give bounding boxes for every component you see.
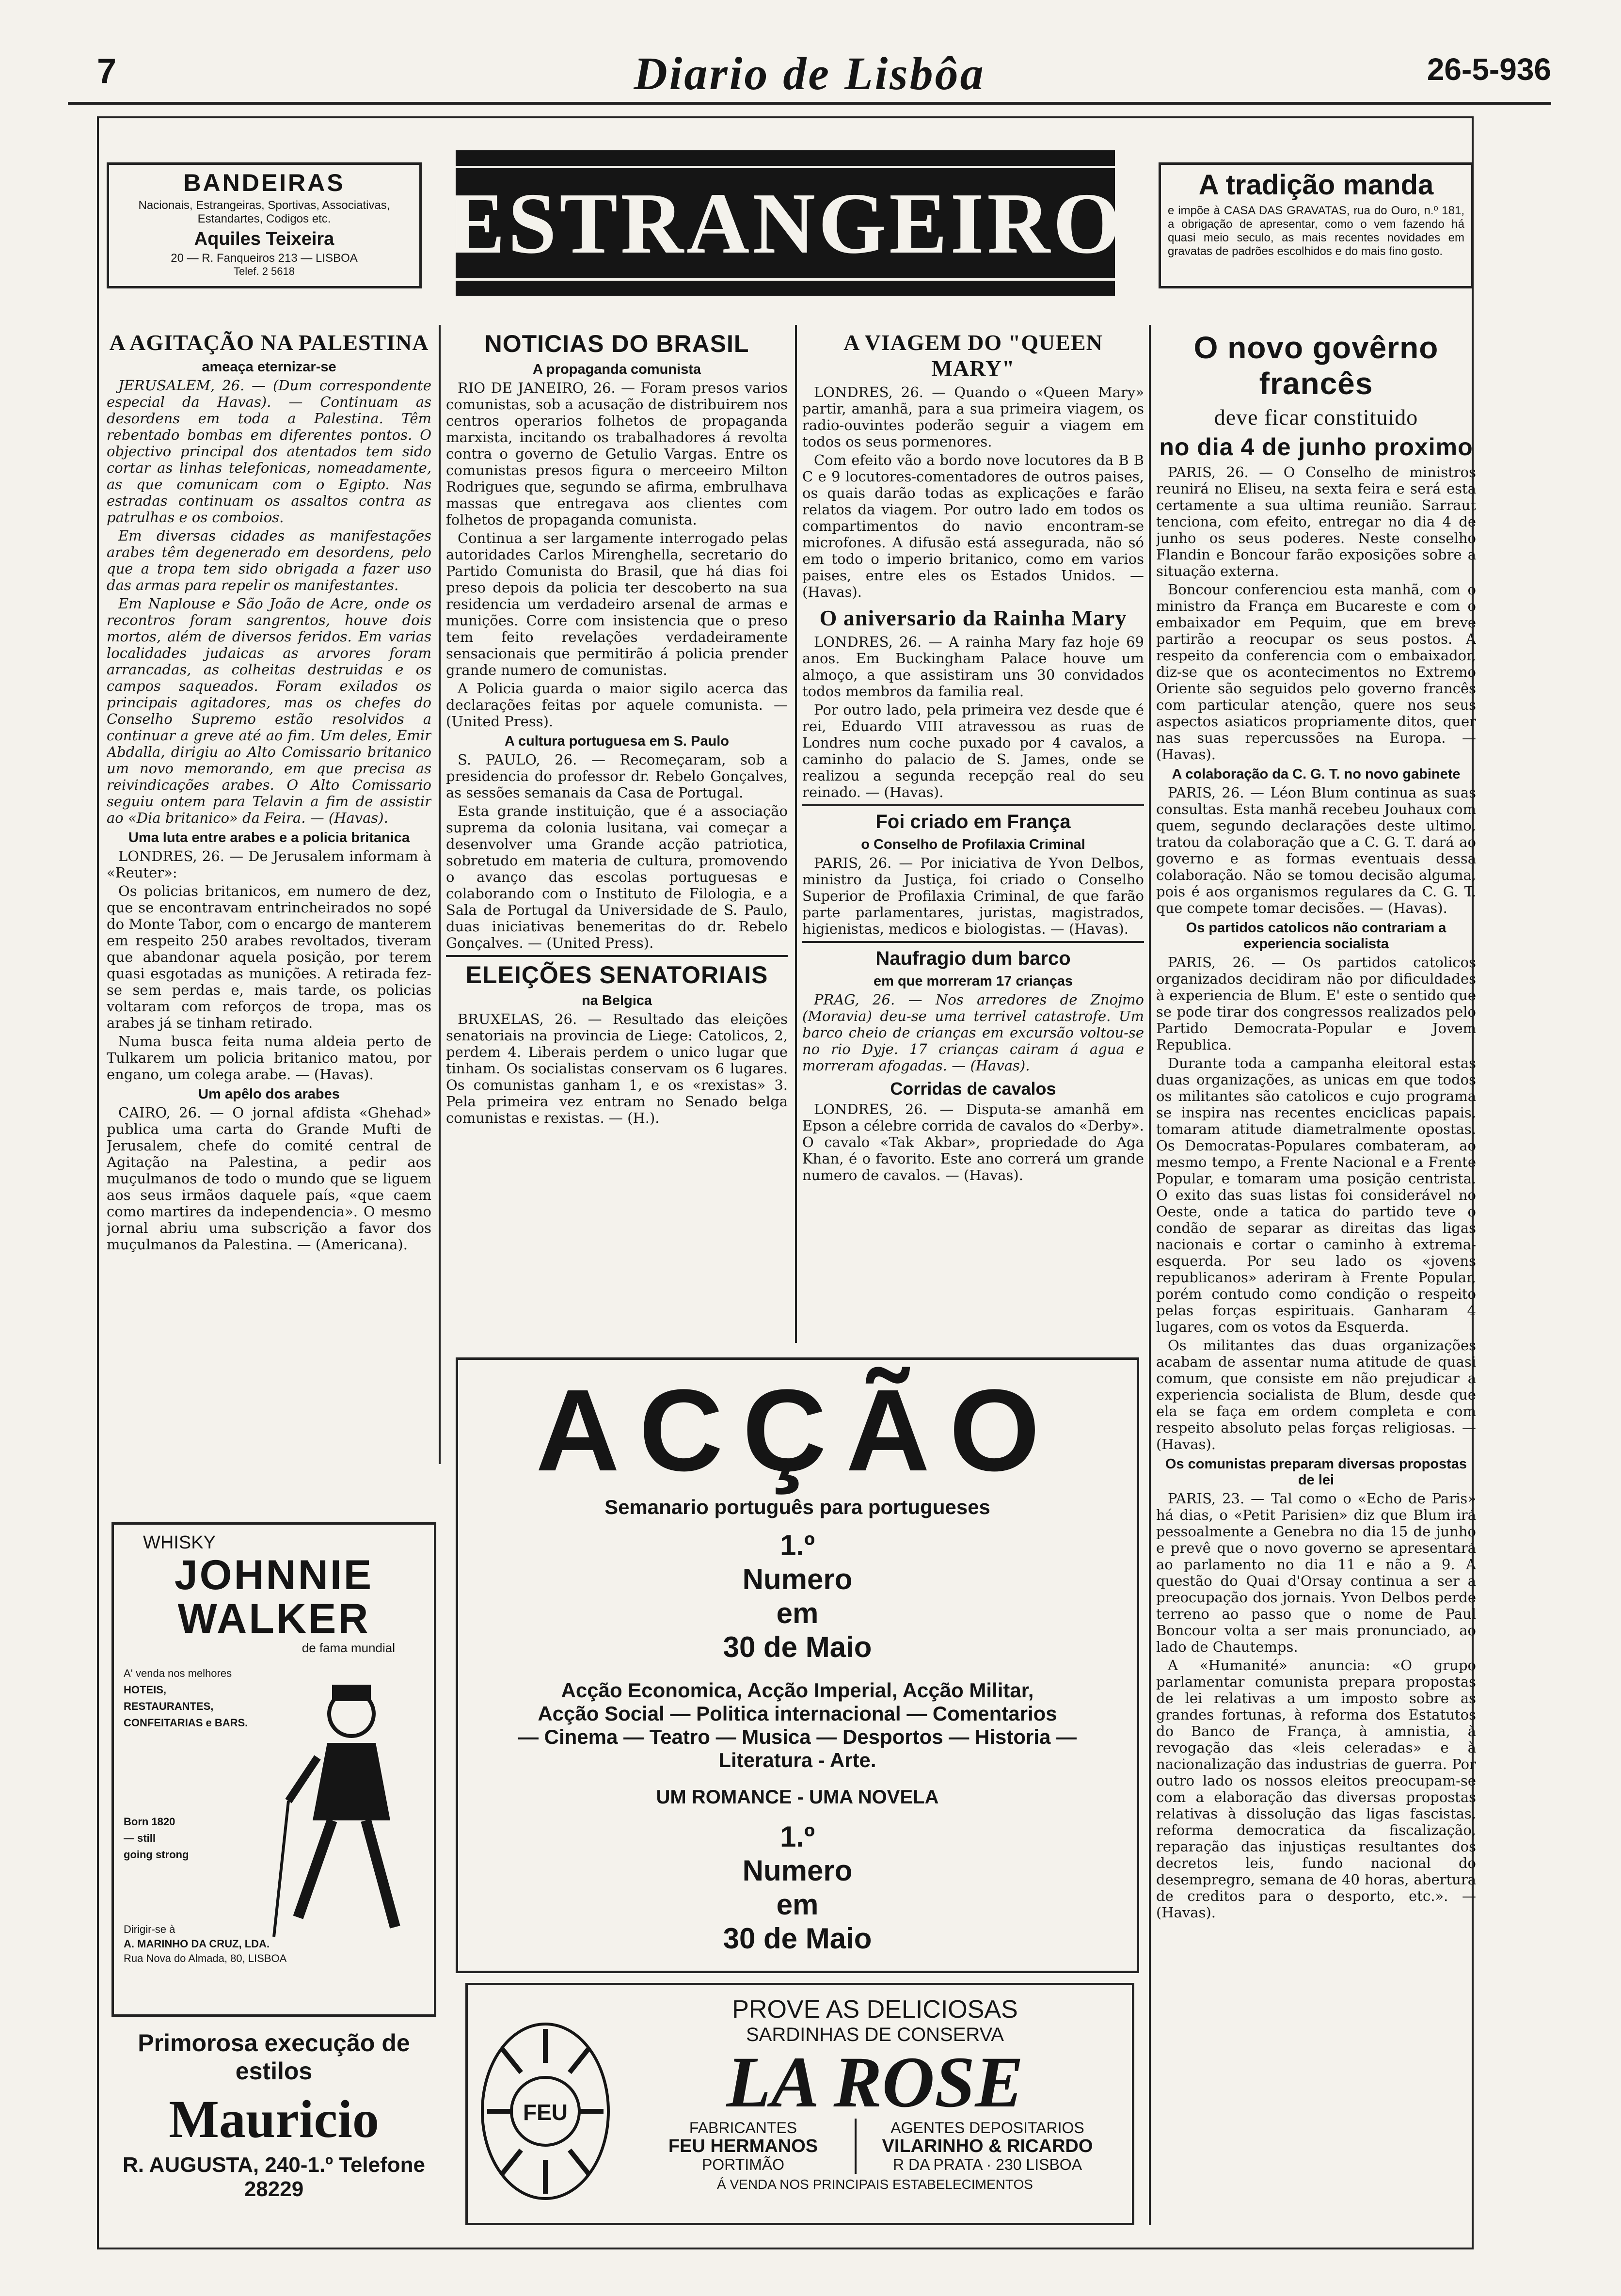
article-paragraph: PARIS, 23. — Tal como o «Echo de Paris» há dias, o «Petit Parisien» diz que Blum irá pessoalmente a Genebra no dia 15 de junho e prevê que o novo governo se apresentará ao parlamento no dia 11 e não a 9. A questão do Quai d'Orsay continua a ser a preocupação dos jornais. Yvon Delbos perde terreno ao passo que o nome de Paul Boncour volta a ser mais pronunciado, ao lado de Chautemps. [1156,1490,1476,1655]
ad-mauricio [107,2024,441,2232]
ad-accao-line1: Acção Economica, Acção Imperial, Acção Militar, [561,1679,1034,1702]
ad-bandeiras-title: BANDEIRAS [183,169,345,196]
ad-whisky-agent3: Rua Nova do Almada, 80, LISBOA [124,1952,287,1964]
subhead-fight: Uma luta entre arabes e a policia britanica [128,830,410,845]
article-paragraph: JERUSALEM, 26. — (Dum correspondente especial da Havas). — Continuam as desordens em toda a Palestina. Têm rebentado bombas em diferentes pontos. O objectivo principal dos atentados tem sido cortar as linhas telefonicas, nomeadamente, as que comunicam com o Egipto. Nas estradas continuam os assaltos contra as patrulhas e os comboios. [107,377,431,526]
article-paragraph: LONDRES, 26. — Quando o «Queen Mary» partir, amanhã, para a sua primeira viagem, os radio-ouvintes poderão seguir a viagem em todos os seus pormenores. [802,384,1144,450]
article-paragraph: Esta grande instituição, que é a associação suprema da colonia lusitana, vai começar a desenvolver uma Grande acção patriotica, sobretudo em materia de cultura, promovendo o avanço das escolas portuguesas e colaborando com o Instituto de Filologia, e a Sala de Portugal da Universidade de S. Paulo, duas iniciativas benemeritas do dr. Rebelo Gonçalves. — (United Press). [446,803,788,951]
ad-la-rose-fab-city: PORTIMÃO [701,2156,785,2173]
ad-bandeiras-phone: Telef. 2 5618 [234,265,295,277]
ad-la-rose-line2: SARDINHAS DE CONSERVA [746,2024,1004,2045]
article-paragraph: CAIRO, 26. — O jornal afdista «Ghehad» publica uma carta do Grande Mufti de Jerusalem, chefe do comité central de Agitação na Palestina, a pedir aos muçulmanos de todo o mundo que se liguem aos seus irmãos daquele país, «que caem como martires da independencia». O mesmo jornal abriu uma subscrição a favor dos muçulmanos da Palestina. — (Americana). [107,1104,431,1253]
ad-whisky-tag: de fama mundial [302,1641,395,1655]
headline-governo: O novo govêrno francês [1193,330,1439,401]
section-banner [446,150,1124,296]
ad-accao-romance: UM ROMANCE - UMA NOVELA [656,1786,939,1808]
ad-la-rose-footer: Á VENDA NOS PRINCIPAIS ESTABELECIMENTOS [717,2177,1033,2192]
article-paragraph: Por outro lado, pela primeira vez desde que é rei, Eduardo VIII atravessou as ruas de Londres num coche puxado por 4 cavalos, a caminho do palacio de S. James, onde se realizou a segunda recepção real do seu reinado. — (Havas). [802,702,1144,800]
article-paragraph: PARIS, 26. — Por iniciativa de Yvon Delbos, ministro da Justiça, foi criado o Conselho Superior de Profilaxia Criminal, de que farão parte parlamentares, juristas, magistrados, higienistas, medicos e biologistas. — (Havas). [802,855,1144,937]
ad-la-rose-line1: PROVE AS DELICIOSAS [732,1995,1018,2024]
masthead-rule [68,102,1551,105]
ad-accao [456,1357,1139,1973]
ad-whisky-born1: Born 1820 [124,1816,175,1828]
article-paragraph: Com efeito vão a bordo nove locutores da B B C e 9 locutores-comentadores de outros paises, os quais darão todas as explicações e farão relatos da viagem. Por outro lado em todos os compartimentos do navio encontram-se microfones. A difusão está assegurada, não só em todo o imperio britanico, como em varios paises, entre eles os Estados Unidos. — (Havas). [802,452,1144,600]
article-paragraph: Continua a ser largamente interrogado pelas autoridades Carlos Mirenghella, secretario do Partido Comunista do Brasil, que há dias foi preso depois da policia ter descoberto na sua residencia um verdadeiro arsenal de armas e munições. Corre com insistencia que o preso tem feito revelações verdadeiramente sensacionais que permitirão á policia prender grande numero de comunistas. [446,530,788,678]
article-paragraph: Os policias britanicos, em numero de dez, que se encontravam entrincheirados no sopé do Monte Tabor, com o encargo de manterem em respeito 250 arabes revoltados, tiveram que abandonar aquela posição, por terem quasi esgotadas as munições. A retirada fez-se sem perdas e, mais tarde, os policias voltaram com reforços de tropa, mas os arabes já se tinham retirado. [107,883,431,1031]
ad-whisky-agent1: Dirigir-se à [124,1923,175,1935]
article-paragraph: LONDRES, 26. — Disputa-se amanhã em Epson a célebre corrida de cavalos do «Derby». O cavalo «Tak Akbar», propriedade do Aga Khan, é o favorito. Este ano correrá um grande numero de cavalos. — (Havas). [802,1101,1144,1183]
masthead [68,47,1551,100]
ad-tradicao-title: A tradição manda [1198,169,1434,201]
ad-bandeiras-name: Aquiles Teixeira [194,229,334,249]
article-paragraph: S. PAULO, 26. — Recomeçaram, sob a presidencia do professor dr. Rebelo Gonçalves, as sessões semanais da Casa de Portugal. [446,751,788,801]
article-paragraph: A Policia guarda o maior sigilo acerca das declarações feitas por aquele comunista. — (United Press). [446,680,788,730]
headline-queen-mary: A VIAGEM DO "QUEEN MARY" [843,330,1103,381]
headline-rainha-mary: O aniversario da Rainha Mary [819,606,1127,630]
ad-accao-em2: em [776,1888,819,1921]
subhead-palestine: ameaça eternizar-se [202,359,336,375]
ad-accao-em: em [776,1597,819,1629]
headline-elections: ELEIÇÕES SENATORIAIS [465,961,768,989]
column-brasil [446,330,788,1323]
ad-tradicao [1159,162,1474,288]
ad-tradicao-text: e impõe à CASA DAS GRAVATAS, rua do Ouro, n.º 181, a obrigação de apresentar, como o vem fazendo há quasi meio seculo, as mais recentes novidades em gravatas de padrões escolhidos e do mais fino gosto. [1168,204,1464,258]
section-title: ESTRANGEIRO [432,166,1139,281]
article-paragraph: BRUXELAS, 26. — Resultado das eleições senatoriais na provincia de Liege: Catolicos, 2, perdem 4. Liberais perdem o unico lugar que tinham. Os socialistas conservam os 6 lugares. Os comunistas ganham 1, e os «rexistas» 3. Pela primeira vez entram no Senado belga comunistas e rexistas. — (H.). [446,1011,788,1126]
article-paragraph: PARIS, 26. — Os partidos catolicos organizados decidiram não por dificuldades à experiencia de Blum. E' este o sentido que se pode tirar dos congressos realizados pelo Partido Democrata-Popular e Jovem Republica. [1156,954,1476,1053]
ad-whisky-brand2: WALKER [177,1595,370,1642]
article-paragraph: Boncour conferenciou esta manhã, com o ministro da França em Bucareste e com o embaixador em Pequim, que em breve partirão a reocupar os seus postos. A respeito da conferencia com o embaixador, diz-se que os acontecimentos no Extremo Oriente são seguidos pelo governo francês com particular atenção, quere nos seus aspectos asiaticos propriamente ditos, quer nas suas repercussões na Europa. — (Havas). [1156,581,1476,763]
headline-governo-2: deve ficar constituido [1214,405,1418,430]
column-queen-mary [802,330,1144,1328]
headline-corridas: Corridas de cavalos [890,1079,1056,1099]
subhead-criancas: em que morreram 17 crianças [873,973,1073,989]
headline-brasil: NOTICIAS DO BRASIL [484,330,749,357]
ad-accao-line4: Literatura - Arte. [718,1749,876,1771]
subhead-communist: A propaganda comunista [533,362,701,377]
article-paragraph: LONDRES, 26. — A rainha Mary faz hoje 69 anos. Em Buckingham Palace houve um almoço, a que assistiram uns 30 convidados todos membros da familia real. [802,634,1144,700]
article-paragraph: RIO DE JANEIRO, 26. — Foram presos varios comunistas, sob a acusação de distribuirem nos centros operarios folhetos de propaganda marxista, incitando os trabalhadores á revolta contra o governo de Getulio Vargas. Entre os comunistas presos figura o merceeiro Milton Rodrigues que, segundo se afirma, embrulhava massas que entregava aos clientes com folhetos de propaganda comunista. [446,380,788,528]
article-paragraph: A «Humanité» anuncia: «O grupo parlamentar comunista prepara propostas de lei relativas a um imposto sobre as grandes fortunas, à reforma dos Estatutos do Banco de França, à amnistia, à revogação das «leis celeradas» e à nacionalização das industrias de guerra. Por outro lado os nossos eleitos preocupam-se com a elaboração das diversas propostas relativas à dissolução das ligas fascistas, reforma democratica da fiscalização, reparação das injustiças resultantes dos decretos leis, fundo nacional do desempregro, semana de 40 horas, abertura de creditos para o desporto, etc.». — (Havas). [1156,1657,1476,1921]
article-paragraph: Em Naplouse e São João de Acre, onde os recontros foram sangrentos, houve dois mortos, além de diversos feridos. Em varias localidades judaicas as arvores foram arrancadas, as colheitas destruidas e os campos saqueados. Foram exilados os principais agitadores, mas os chefes do Conselho Supremo estão resolvidos a continuar a greve até ao fim. Um deles, Emir Abdalla, dirigiu ao Alto Comissario britanico um novo memorando, em que precisa as reivindicações arabes. O Alto Comissario seguiu ontem para Telavin a fim de assistir ao «Dia britanico» da Feira. — (Havas). [107,595,431,826]
column-governo-frances [1156,330,1476,2230]
ad-accao-first2: 1.º [780,1820,815,1853]
column-divider [795,325,797,1343]
ad-mauricio-top: Primorosa execução de estilos [138,2029,410,2085]
ad-bandeiras-address: 20 — R. Fanqueiros 213 — LISBOA [171,252,358,265]
ad-la-rose [465,1983,1134,2225]
ad-whisky-sale2: HOTEIS, RESTAURANTES, CONFEITARIAS e BARS. [124,1684,248,1729]
article-paragraph: PARIS, 26. — Léon Blum continua as suas consultas. Esta manhã recebeu Jouhaux com quem, segundo declarações deste ultimo, tratou da colaboração que a C. G. T. dará ao governo e as formas eventuais dessa colaboração. Não se tomou decisão alguma, pois é aos organismos regulares da C. G. T. que compete tomar decisões. — (Havas). [1156,784,1476,916]
ad-accao-date2: 30 de Maio [723,1922,872,1955]
column-divider [439,325,441,1464]
newspaper-title: Diario de Lisbôa [634,48,985,99]
page-number: 7 [97,52,117,91]
headline-palestine: A AGITAÇÃO NA PALESTINA [109,330,429,355]
ad-la-rose-fab-name: FEU HERMANOS [668,2136,818,2156]
column-palestine [107,330,431,1517]
ad-accao-numero: Numero [742,1563,853,1595]
headline-franca: Foi criado em França [875,811,1071,832]
ad-la-rose-agent-label: AGENTES DEPOSITARIOS [890,2119,1084,2137]
ad-whisky-top: WHISKY [143,1532,216,1553]
subhead-culture: A cultura portuguesa em S. Paulo [504,733,729,749]
headline-naufragio: Naufragio dum barco [875,948,1071,969]
article-paragraph: Em diversas cidades as manifestações arabes têm degenerado em desordens, pelo que a tropa tem sido obrigada a fazer uso das armas para repelir os manifestantes. [107,527,431,593]
ad-whisky-brand1: JOHNNIE [174,1552,374,1598]
subhead-comunistas: Os comunistas preparam diversas propostas de lei [1165,1456,1467,1488]
ad-mauricio-address: R. AUGUSTA, 240-1.º Telefone 28229 [122,2153,426,2201]
article-paragraph: LONDRES, 26. — De Jerusalem informam à «Reuter»: [107,848,431,881]
ad-accao-numero2: Numero [742,1854,853,1887]
ad-accao-tagline: Semanario português para portugueses [604,1496,990,1518]
sunburst-logo-icon [477,2019,613,2203]
subhead-cgt: A colaboração da C. G. T. no novo gabinete [1172,766,1461,782]
ad-whisky-sale1: A' venda nos melhores [124,1667,232,1679]
subhead-belgium: na Belgica [581,993,652,1008]
article-paragraph: Os militantes das duas organizações acabam de assentar numa atitude de quasi comum, que consiste em não prejudicar a experiencia socialista de Blum, desde que ela se faça em ordem completa e com respeito absoluto pelas forças religiosas. — (Havas). [1156,1337,1476,1452]
ad-whisky-born2: — still [124,1832,156,1844]
striding-man-icon [269,1675,414,1946]
ad-whisky [111,1522,436,2017]
subhead-catolicos: Os partidos catolicos não contrariam a experiencia socialista [1186,920,1446,952]
ad-accao-line3: — Cinema — Teatro — Musica — Desportos — Historia — [518,1725,1077,1748]
ad-accao-date: 30 de Maio [723,1631,872,1663]
ad-accao-line2: Acção Social — Politica internacional — Comentarios [538,1702,1057,1725]
ad-la-rose-agent-name: VILARINHO & RICARDO [882,2136,1093,2156]
column-divider [1149,325,1151,2225]
ad-la-rose-fab-label: FABRICANTES [689,2119,797,2137]
article-paragraph: PARIS, 26. — O Conselho de ministros reunirá no Eliseu, na sexta feira e será esta certamente a sua ultima reunião. Sarraut tenciona, com efeito, entregar no dia 4 de junho os seus poderes. Neste conselho Flandin e Boncour farão exposições sobre a situação externa. [1156,464,1476,579]
ad-accao-title: ACÇÃO [536,1365,1059,1495]
ad-accao-first: 1.º [780,1529,815,1562]
headline-governo-3: no dia 4 de junho proximo [1159,433,1473,461]
article-paragraph: Numa busca feita numa aldeia perto de Tulkarem um policia britanico matou, por engano, um colega arabe. — (Havas). [107,1033,431,1083]
ad-whisky-born3: going strong [124,1849,189,1861]
subhead-appeal: Um apêlo dos arabes [198,1086,340,1102]
article-paragraph: PRAG, 26. — Nos arredores de Znojmo (Moravia) deu-se uma terrivel catastrofe. Um barco cheio de crianças em excursão voltou-se no rio Dyje. 17 crianças cairam á agua e morreram afogadas. — (Havas). [802,991,1144,1074]
ad-mauricio-name: Mauricio [169,2089,379,2149]
ad-la-rose-agent-addr: R DA PRATA · 230 LISBOA [892,2156,1082,2173]
ad-whisky-agent2: A. MARINHO DA CRUZ, LDA. [124,1938,270,1950]
ad-bandeiras [107,162,422,288]
ad-bandeiras-description: Nacionais, Estrangeiras, Sportivas, Associativas, Estandartes, Codigos etc. [138,199,390,225]
subhead-profilaxia: o Conselho de Profilaxia Criminal [861,837,1085,852]
issue-date: 26-5-936 [1427,52,1551,87]
ad-la-rose-brand: LA ROSE [726,2042,1024,2122]
article-paragraph: Durante toda a campanha eleitoral estas duas organizações, as unicas em que todos os militantes são catolicos e cujo programa se inspira nas recentes enciclicas papais, tomaram atitude diametralmente opostas. Os Democratas-Populares combateram, ao mesmo tempo, a Frente Nacional e a Frente Popular, e tomaram uma posição centrista. O exito das suas listas foi considerável no Oeste, onde a tatica do partido teve o condão de separar as direitas das ligas nacionais e cortar o caminho à extrema-esquerda. Por seu lado os «jovens republicanos» aderiram à Frente Popular, porém contudo como condição o respeito pelas forças espirituais. Ganharam 4 lugares, com os votos da Esquerda. [1156,1055,1476,1335]
ad-la-rose-logo: FEU [523,2100,568,2125]
